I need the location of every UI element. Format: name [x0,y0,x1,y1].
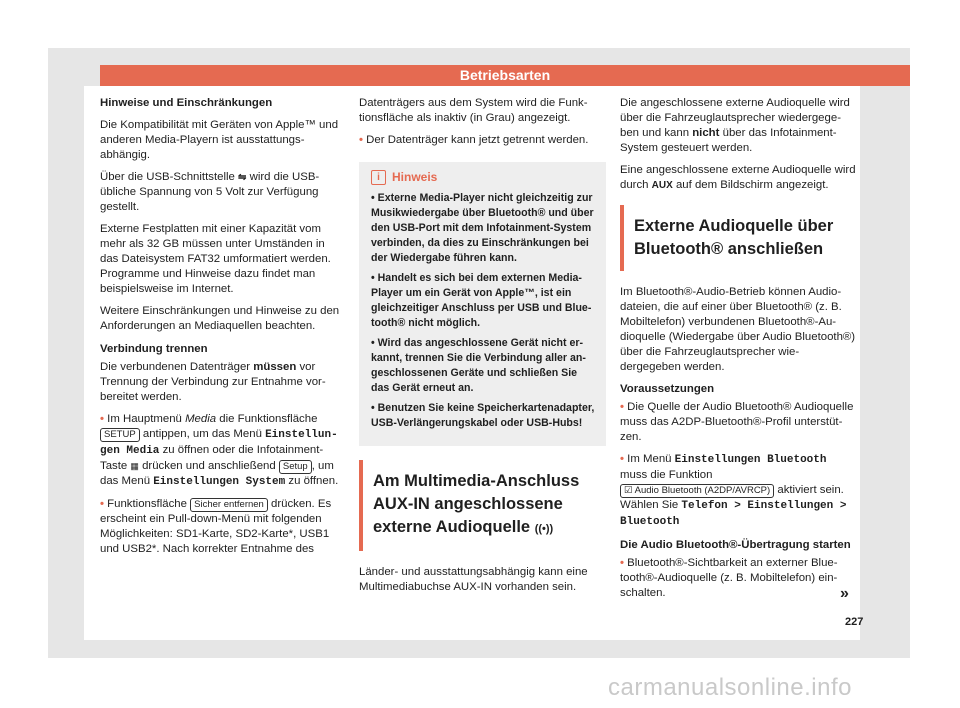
paragraph: Länder- und ausstattungsabhängig kann eine Multimediabuchse AUX-IN vorhanden sein. [359,566,588,593]
paragraph: Eine angeschlossene externe Audioquelle wird durch AUX auf dem Bildschirm angezeigt. [620,164,856,191]
usb-icon: ⇋ [238,172,247,183]
bullet-icon: • [100,498,104,510]
bullet-icon: • [620,453,624,465]
safe-remove-button: Sicher entfernen [190,498,268,512]
column-3 [620,96,856,608]
note-title: Hinweis [392,170,438,184]
page-number: 227 [845,616,864,628]
paragraph: Externe Festplatten mit einer Kapazität vom mehr als 32 GB müssen unter Umständen in das Dateisystem FAT32 umformatiert werden. Programme und Hinweise dazu findet man beispielsweise im Internet. [100,223,331,295]
bullet-icon: • [359,134,363,146]
audio-icon: ((•)) [534,523,554,535]
note-box [359,162,606,446]
paragraph: Über die USB-Schnittstelle ⇋ wird die USB-übliche Spannung von 5 Volt zur Verfügung gestellt. [100,171,320,213]
page-header: Betriebsarten [100,65,910,86]
column-2 [359,96,606,602]
continue-marker: » [840,585,849,602]
bullet-item: • Funktionsfläche Sicher entfernen drücken. Es erscheint ein Pull-down-Menü mit folgenden Möglichkeiten: SD1-Karte, SD2-Karte*, USB1 und USB2*. Nach korrekter Entnahme des [100,498,332,555]
setup-button: SETUP [100,428,140,442]
note-item: • Externe Media-Player nicht gleichzeitig zur Musikwiedergabe über Bluetooth® und über den USB-Port mit dem Infotainment-System verbinden, da dies zu Einschränkungen bei der Wiedergabe führen kann. [371,192,594,264]
bullet-item: • Der Datenträger kann jetzt getrennt werden. [359,134,589,146]
bullet-item: • Im Menü Einstellungen Bluetooth muss die Funktion ☑ Audio Bluetooth (A2DP/AVRCP) aktiviert sein. Wählen Sie Telefon > Einstellungen > Bluetooth [620,453,847,528]
section-heading-bluetooth: Externe Audioquelle über Bluetooth® anschließen [620,205,856,271]
bullet-item: • Im Hauptmenü Media die Funktionsfläche SETUP antippen, um das Menü Einstellungen Media zu öffnen oder die Infotainment-Taste ▦ drücken und anschließend Setup , um das Menü Einstellungen System zu öffnen. [100,413,339,488]
audio-bluetooth-checkbox: ☑ Audio Bluetooth (A2DP/AVRCP) [620,484,774,498]
setup-button-2: Setup [279,460,312,474]
bullet-item: • Die Quelle der Audio Bluetooth® Audioquelle muss das A2DP-Bluetooth®-Profil unterstützen. [620,401,854,443]
bullet-icon: • [620,401,624,413]
paragraph: Datenträgers aus dem System wird die Funktionsfläche als inaktiv (in Grau) angezeigt. [359,97,588,124]
check-icon: ☑ [624,485,633,496]
heading-requirements: Voraussetzungen [620,383,715,395]
grid-icon: ▦ [130,461,139,471]
paragraph: Weitere Einschränkungen und Hinweise zu den Anforderungen an Mediaquellen beachten. [100,305,340,332]
paragraph: Im Bluetooth®-Audio-Betrieb können Audiodateien, die auf einer über Bluetooth® (z. B. Mobiltelefon) verbundenen Bluetooth®-Audioquelle (Wiedergabe über Audio Bluetooth®) über die Fahrzeuglautsprecher wiedergegeben werden. [620,286,856,373]
section-heading-aux: Am Multimedia-Anschluss AUX-IN angeschlossene externe Audioquelle ((•)) [359,460,606,551]
heading-start-transfer: Die Audio Bluetooth®-Übertragung starten [620,539,851,551]
bullet-icon: • [620,557,624,569]
note-item: • Handelt es sich bei dem externen Media-Player um ein Gerät von Apple™, ist ein gleichzeitiger Anschluss per USB und Bluetooth® nicht möglich. [371,272,592,329]
heading-disconnect: Verbindung trennen [100,343,208,355]
paragraph: Die Kompatibilität mit Geräten von Apple™ und anderen Media-Playern ist ausstattungsabhängig. [100,119,339,161]
bullet-item: • Bluetooth®-Sichtbarkeit an externer Bluetooth®-Audioquelle (z. B. Mobiltelefon) einschalten. [620,557,838,599]
heading-restrictions: Hinweise und Einschränkungen [100,97,273,109]
paragraph: Die angeschlossene externe Audioquelle wird über die Fahrzeuglautsprecher wiedergegeben und kann nicht über das Infotainment-System gesteuert werden. [620,97,850,154]
note-item: • Benutzen Sie keine Speicherkartenadapter, USB-Verlängerungskabel oder USB-Hubs! [371,402,595,429]
info-icon: i [371,170,386,185]
paragraph: Die verbundenen Datenträger müssen vor Trennung der Verbindung zur Entnahme vorbereitet werden. [100,361,326,403]
note-item: • Wird das angeschlossene Gerät nicht erkannt, trennen Sie die Verbindung aller angeschlossenen Geräte und schließen Sie das Gerät erneut an. [371,337,586,394]
watermark: carmanualsonline.info [608,674,852,701]
bullet-icon: • [100,413,104,425]
column-1 [100,96,344,564]
manual-page [84,86,860,640]
